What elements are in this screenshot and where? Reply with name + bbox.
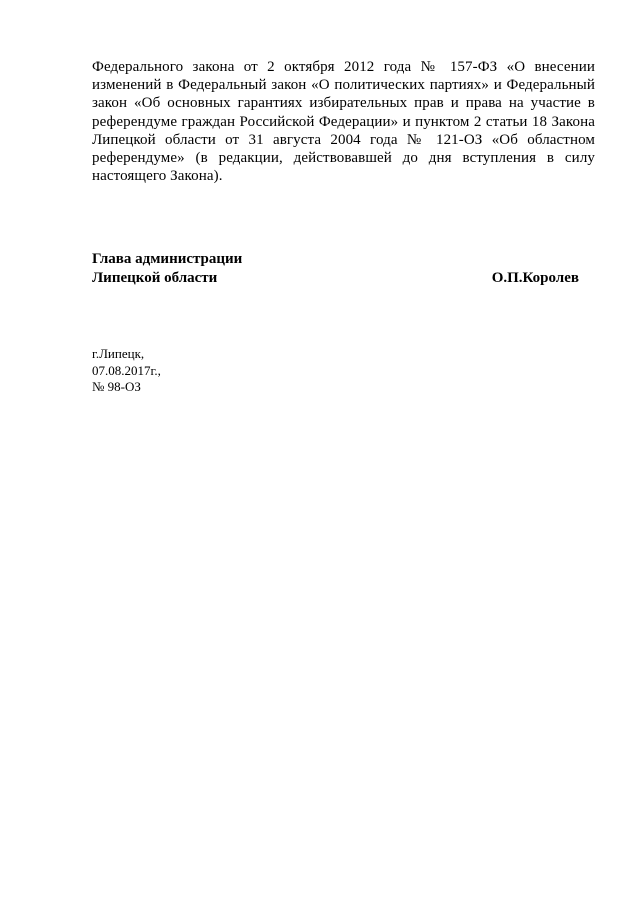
footer-date: 07.08.2017г.,	[92, 362, 161, 378]
signature-title-row	[92, 250, 579, 269]
footer-city: г.Липецк,	[92, 346, 145, 361]
document-footer	[92, 346, 161, 396]
paragraph-line: референдуме граждан Российской Федерации» и пунктом 2 статьи 18 Закона	[92, 113, 595, 130]
signature-title-line2: Липецкой области	[92, 269, 218, 286]
paragraph-line: настоящего Закона).	[92, 168, 223, 185]
footer-law-number: № 98-ОЗ	[92, 379, 141, 394]
paragraph-line: закон «Об основных гарантиях избирательных прав и права на участие в	[92, 95, 595, 112]
paragraph-line: изменений в Федеральный закон «О политических партиях» и Федеральный	[92, 77, 595, 94]
signature-name-row	[92, 269, 579, 288]
signatory-name: О.П.Королев	[491, 269, 579, 286]
paragraph-line: референдуме» (в редакции, действовавшей до дня вступления в силу	[92, 150, 595, 167]
paragraph-line: Липецкой области от 31 августа 2004 года № 121-ОЗ «Об областном	[92, 131, 595, 148]
signature-block	[92, 250, 579, 287]
law-text-paragraph	[92, 58, 595, 185]
paragraph-line: Федерального закона от 2 октября 2012 года № 157-ФЗ «О внесении	[92, 59, 595, 75]
signature-title-line1: Глава администрации	[92, 251, 243, 267]
